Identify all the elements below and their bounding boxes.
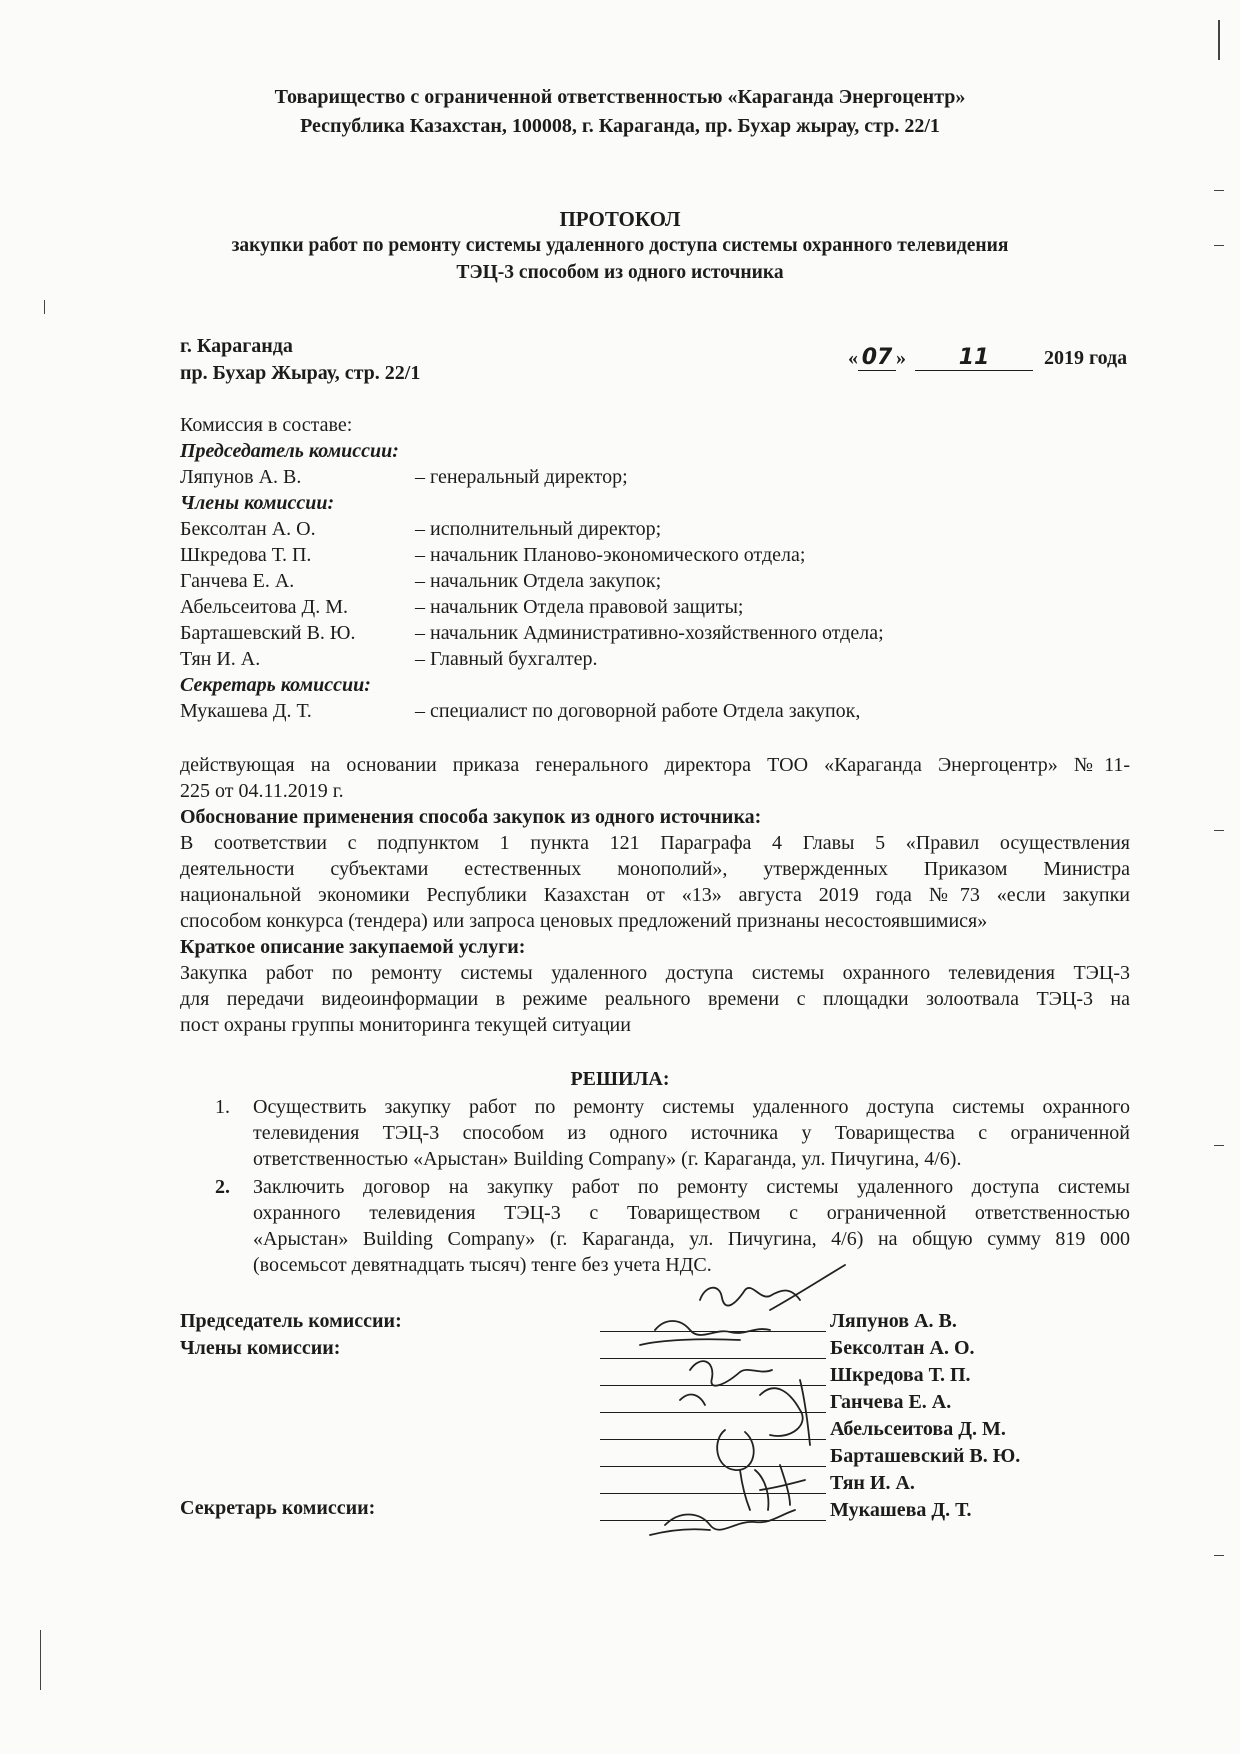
decision-item-line: телевидения ТЭЦ-3 способом из одного источника у Товарищества с ограниченной bbox=[253, 1122, 1130, 1144]
signature-members-label: Члены комиссии: bbox=[180, 1337, 341, 1359]
organization-name: Товарищество с ограниченной ответственностью «Караганда Энергоцентр» bbox=[274, 86, 966, 108]
signatory-name: Ляпунов А. В. bbox=[830, 1310, 957, 1332]
justification-line: В соответствии с подпунктом 1 пункта 121 Параграфа 4 Главы 5 «Правил осуществления bbox=[180, 832, 1130, 854]
description-line: Закупка работ по ремонту системы удаленного доступа системы охранного телевидения ТЭЦ-3 bbox=[180, 962, 1130, 984]
chair-role: – генеральный директор; bbox=[415, 466, 628, 488]
signature-line bbox=[600, 1520, 826, 1521]
date-month: 11 bbox=[915, 345, 1033, 371]
scan-artifact bbox=[1214, 830, 1224, 831]
place-street: пр. Бухар Жырау, стр. 22/1 bbox=[180, 362, 421, 384]
justification-line: способом конкурса (тендера) или запроса ценовых предложений признаны несостоявшимися» bbox=[180, 910, 988, 932]
signature-secretary-label: Секретарь комиссии: bbox=[180, 1497, 376, 1519]
decision-item-number: 1. bbox=[215, 1096, 230, 1118]
document-title: ПРОТОКОЛ bbox=[559, 207, 681, 231]
decision-item-line: Осуществить закупку работ по ремонту системы удаленного доступа системы охранного bbox=[253, 1096, 1130, 1118]
signatory-name: Шкредова Т. П. bbox=[830, 1364, 971, 1386]
decision-item-line: ответственностью «Арыстан» Building Company» (г. Караганда, ул. Пичугина, 4/6). bbox=[253, 1148, 962, 1170]
member-name: Ганчева Е. А. bbox=[180, 570, 295, 592]
description-line: пост охраны группы мониторинга текущей ситуации bbox=[180, 1014, 631, 1036]
secretary-name: Мукашева Д. Т. bbox=[180, 700, 312, 722]
justification-heading: Обоснование применения способа закупок из одного источника: bbox=[180, 806, 762, 828]
basis-line: действующая на основании приказа генерального директора ТОО «Караганда Энергоцентр» №11- bbox=[180, 754, 1130, 776]
signature-mukasheva bbox=[650, 1510, 795, 1535]
date-open-quote: « bbox=[848, 347, 858, 369]
signature-line bbox=[600, 1439, 826, 1440]
chair-heading: Председатель комиссии: bbox=[180, 440, 399, 462]
signature-line bbox=[600, 1412, 826, 1413]
member-role: – исполнительный директор; bbox=[415, 518, 662, 540]
document-subtitle-line-1: закупки работ по ремонту системы удаленного доступа системы охранного телевидения bbox=[231, 235, 1009, 256]
secretary-heading: Секретарь комиссии: bbox=[180, 674, 371, 696]
justification-line: деятельности субъектами естественных монополий», утвержденных Приказом Министра bbox=[180, 858, 1130, 880]
scan-artifact bbox=[40, 1630, 41, 1690]
document-date bbox=[848, 345, 1127, 371]
members-heading: Члены комиссии: bbox=[180, 492, 335, 514]
member-role: – Главный бухгалтер. bbox=[415, 648, 598, 670]
signatory-name: Мукашева Д. Т. bbox=[830, 1499, 972, 1521]
member-role: – начальник Планово-экономического отдела; bbox=[415, 544, 806, 566]
signature-line bbox=[600, 1358, 826, 1359]
decision-item-line: (восемьсот девятнадцать тысяч) тенге без учета НДС. bbox=[253, 1254, 712, 1276]
scan-artifact bbox=[1214, 1145, 1224, 1146]
place-city: г. Караганда bbox=[180, 335, 293, 357]
decision-item-line: охранного телевидения ТЭЦ-3 с Товариществом с ограниченной ответственностью bbox=[253, 1202, 1130, 1224]
signatory-name: Барташевский В. Ю. bbox=[830, 1445, 1021, 1467]
member-name: Тян И. А. bbox=[180, 648, 261, 670]
signatory-name: Абельсеитова Д. М. bbox=[830, 1418, 1006, 1440]
signature-beksoltan bbox=[640, 1321, 770, 1345]
scan-artifact bbox=[1214, 245, 1224, 246]
scan-artifact bbox=[1218, 20, 1220, 60]
signature-tyan bbox=[755, 1465, 805, 1510]
member-name: Бексолтан А. О. bbox=[180, 518, 316, 540]
member-name: Шкредова Т. П. bbox=[180, 544, 312, 566]
signature-line bbox=[600, 1385, 826, 1386]
decision-heading: РЕШИЛА: bbox=[570, 1068, 670, 1090]
basis-line: 225 от 04.11.2019 г. bbox=[180, 780, 344, 802]
member-role: – начальник Административно-хозяйственного отдела; bbox=[415, 622, 884, 644]
date-close-quote: » bbox=[896, 347, 906, 369]
secretary-role: – специалист по договорной работе Отдела закупок, bbox=[415, 700, 861, 722]
scan-artifact bbox=[1214, 190, 1224, 191]
chair-name: Ляпунов А. В. bbox=[180, 466, 302, 488]
signature-chair-label: Председатель комиссии: bbox=[180, 1310, 402, 1332]
date-year: 2019 года bbox=[1044, 347, 1128, 369]
decision-item-line: Заключить договор на закупку работ по ремонту системы удаленного доступа системы bbox=[253, 1176, 1130, 1198]
organization-address: Республика Казахстан, 100008, г. Караганда, пр. Бухар жырау, стр. 22/1 bbox=[300, 115, 940, 137]
signature-shkredova bbox=[680, 1361, 772, 1405]
commission-intro: Комиссия в составе: bbox=[180, 414, 353, 436]
signatory-name: Ганчева Е. А. bbox=[830, 1391, 952, 1413]
signature-abelseitova bbox=[717, 1430, 754, 1510]
justification-line: национальной экономики Республики Казахстан от «13» августа 2019 года №73 «если закупки bbox=[180, 884, 1130, 906]
signatory-name: Бексолтан А. О. bbox=[830, 1337, 975, 1359]
member-role: – начальник Отдела закупок; bbox=[415, 570, 662, 592]
description-line: для передачи видеоинформации в режиме реального времени с площадки золоотвала ТЭЦ-3 на bbox=[180, 988, 1130, 1010]
scan-artifact bbox=[1214, 1555, 1224, 1556]
date-day: 07 bbox=[858, 345, 896, 371]
member-name: Абельсеитова Д. М. bbox=[180, 596, 348, 618]
scan-artifact bbox=[44, 300, 45, 314]
description-heading: Краткое описание закупаемой услуги: bbox=[180, 936, 526, 958]
signature-lyapunov bbox=[700, 1265, 845, 1310]
member-role: – начальник Отдела правовой защиты; bbox=[415, 596, 744, 618]
member-name: Барташевский В. Ю. bbox=[180, 622, 356, 644]
decision-item-line: «Арыстан» Building Company» (г. Караганда, ул. Пичугина, 4/6) на общую сумму 819 000 bbox=[253, 1228, 1130, 1250]
document-subtitle-line-2: ТЭЦ-3 способом из одного источника bbox=[456, 262, 784, 283]
signature-line bbox=[600, 1466, 826, 1467]
signatory-name: Тян И. А. bbox=[830, 1472, 915, 1494]
decision-item-number: 2. bbox=[215, 1176, 230, 1198]
signature-line bbox=[600, 1493, 826, 1494]
signature-line bbox=[600, 1331, 826, 1332]
